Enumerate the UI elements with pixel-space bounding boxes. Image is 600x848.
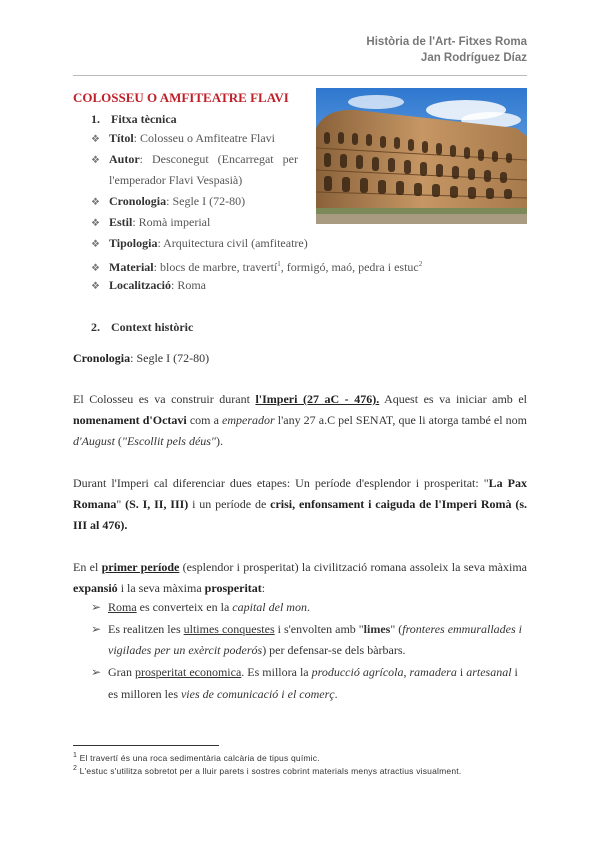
header-divider (73, 75, 527, 76)
text-run: prosperitat (204, 581, 262, 595)
section-label: Fitxa tècnica (111, 112, 177, 126)
footnote-ref-2[interactable]: 2 (418, 260, 423, 268)
list-item-localitzacio (91, 275, 206, 297)
text-run: d'August (73, 434, 115, 448)
text-run: Gran (108, 665, 135, 679)
footnote-number: 1 (73, 752, 78, 759)
cronologia-line (73, 348, 527, 369)
text-run: nomenament d'Octavi (73, 413, 187, 427)
text-run: i s'envolten amb " (274, 622, 364, 636)
field-value: : Segle I (72-80) (166, 194, 246, 208)
paragraph-imperi (73, 389, 527, 452)
diamond-bullet-icon: ❖ (91, 155, 100, 166)
diamond-bullet-icon: ❖ (91, 197, 100, 208)
text-run: producció agrícola (311, 665, 404, 679)
text-run: Aquest es va iniciar amb el (379, 392, 527, 406)
text-run: (S. I, II, III) (125, 497, 189, 511)
text-run: " (116, 497, 126, 511)
text-run: primer període (101, 560, 180, 574)
paragraph-primer-periode (73, 557, 527, 599)
text-run: l'any 27 a.C pel SENAT, que li atorga també el nom (274, 413, 527, 427)
cronologia-value: : Segle I (72-80) (130, 351, 210, 365)
header-author: Jan Rodríguez Díaz (420, 52, 527, 64)
section-number: 1. (91, 112, 100, 126)
colosseum-image (316, 88, 527, 224)
text-run: com a (186, 413, 222, 427)
cronologia-label: Cronologia (73, 351, 131, 365)
diamond-bullet-icon: ❖ (91, 281, 100, 292)
text-run: i la seva màxima (117, 581, 205, 595)
section-technical-sheet (91, 112, 177, 127)
text-run: (esplendor i prosperitat) la civilització romana assoleix la seva màxima (179, 560, 527, 574)
text-run: . Es millora la (241, 665, 312, 679)
text-run: Es realitzen les (108, 622, 184, 636)
footnote-ref-1[interactable]: 1 (277, 260, 281, 268)
diamond-bullet-icon: ❖ (91, 263, 100, 274)
arrow-bullet-icon: ➢ (91, 622, 102, 636)
text-run: En el (73, 560, 102, 574)
field-label: Títol (109, 131, 134, 145)
text-run: capital del mon (232, 600, 307, 614)
footnote-number: 2 (73, 765, 78, 772)
text-run: emperador (222, 413, 275, 427)
footnote-text: El travertí és una roca sedimentària calcària de tipus químic. (77, 752, 320, 763)
footnote-text: L'estuc s'utilitza sobretot per a lluir parets i sostres cobrint materials menys atractius visualment. (77, 765, 462, 776)
list-item-titol (91, 128, 275, 150)
section-number: 2. (91, 320, 100, 334)
field-label: Autor (109, 152, 140, 166)
text-run: l'Imperi (27 aC - 476). (255, 392, 380, 406)
text-run: prosperitat economica (135, 665, 242, 679)
bullet-prosperitat (91, 662, 518, 683)
text-run: es milloren les (108, 687, 181, 701)
text-run: i un període de (188, 497, 271, 511)
page-title: COLOSSEU O AMFITEATRE FLAVI (73, 90, 289, 105)
text-run: El Colosseu es va construir durant (73, 392, 256, 406)
field-label: Localització (109, 278, 171, 292)
text-run: ramadera (409, 665, 457, 679)
bullet-conquestes (91, 619, 522, 640)
text-run: ). (215, 434, 223, 448)
list-item-tipologia (91, 233, 308, 255)
bullet-prosperitat-cont (108, 687, 338, 702)
text-run: crisi, enfonsament i caiguda de l'Imperi Romà (s. III al 476). (73, 497, 527, 532)
field-label: Material (109, 260, 154, 274)
text-run: limes (363, 622, 391, 636)
diamond-bullet-icon: ❖ (91, 239, 100, 250)
text-run: expansió (73, 581, 118, 595)
text-run: fronteres emmurallades i (402, 622, 523, 636)
list-item-estil (91, 212, 210, 234)
text-run: vies de comunicació i el comerç (180, 687, 335, 701)
field-label: Cronologia (109, 194, 167, 208)
text-run: Durant l'Imperi cal diferenciar dues etapes: Un període d'esplendor i prosperitat: " (73, 476, 489, 490)
text-run: Roma (108, 600, 137, 614)
field-value: : Romà imperial (132, 215, 211, 229)
text-run: i (456, 665, 467, 679)
list-item-autor-cont (109, 170, 242, 190)
field-value: : Desconegut (Encarregat per (139, 152, 298, 166)
bullet-roma (91, 597, 310, 618)
paragraph-etapes (73, 473, 527, 536)
field-value: : Roma (170, 278, 206, 292)
section-historical-context (91, 320, 193, 335)
field-label: Tipologia (109, 236, 158, 250)
arrow-bullet-icon: ➢ (91, 665, 102, 679)
diamond-bullet-icon: ❖ (91, 218, 100, 229)
footnote-2 (73, 765, 461, 776)
bullet-conquestes-cont (108, 643, 406, 658)
text-run: La Pax Romana (73, 476, 527, 511)
list-item-autor (91, 149, 298, 171)
document-header (366, 34, 527, 66)
arrow-bullet-icon: ➢ (91, 600, 102, 614)
header-course: Història de l'Art- Fitxes Roma (366, 36, 527, 48)
text-run: " ( (390, 622, 403, 636)
text-run: , (403, 665, 410, 679)
field-value: : Colosseu o Amfiteatre Flavi (133, 131, 275, 145)
text-run: ultimes conquestes (183, 622, 275, 636)
list-item-cronologia (91, 191, 245, 213)
text-run: : (261, 581, 266, 595)
field-value: l'emperador Flavi Vespasià) (109, 173, 243, 187)
text-run: vigilades per un exèrcit poderós (108, 643, 263, 657)
text-run: artesanal (466, 665, 512, 679)
text-run: ( (114, 434, 122, 448)
text-run: es converteix en la (136, 600, 233, 614)
text-run: . (306, 600, 310, 614)
text-run: ) per defensar-se dels bàrbars. (262, 643, 406, 657)
text-run: . (334, 687, 338, 701)
field-value: : blocs de marbre, travertí (153, 260, 278, 274)
field-value: , formigó, maó, pedra i estuc (280, 260, 419, 274)
footnote-1 (73, 752, 320, 763)
text-run: "Escollit pels déus" (121, 434, 216, 448)
section-label: Context històric (111, 320, 194, 334)
footnote-divider (73, 745, 219, 746)
field-label: Estil (109, 215, 133, 229)
diamond-bullet-icon: ❖ (91, 134, 100, 145)
text-run: i (511, 665, 518, 679)
field-value: : Arquitectura civil (amfiteatre) (157, 236, 308, 250)
